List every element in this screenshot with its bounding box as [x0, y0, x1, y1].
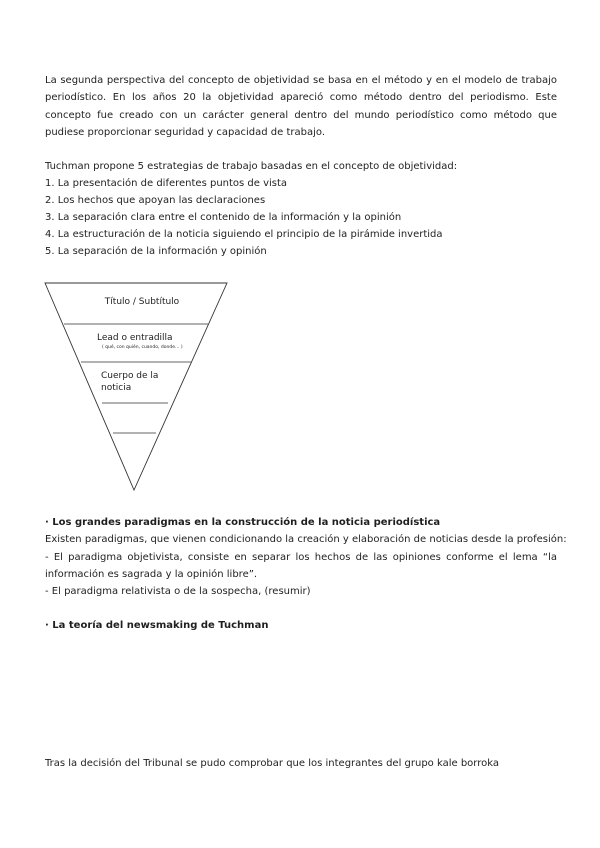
paragraph-objectivity-method: La segunda perspectiva del concepto de objetividad se basa en el método y en el modelo de trabajo periodístico. En los años 20 la objetividad apareció como método dentro del periodismo. Este concepto fue creado con un carácter general dentro del mundo periodístico como método que pudiese proporcionar seguridad y capacidad de trabajo. — [45, 75, 557, 138]
pyramid-level-title: Título / Subtítulo — [104, 297, 180, 307]
pyramid-outline — [45, 283, 227, 490]
paradigms-intro: Existen paradigmas, que vienen condicionando la creación y elaboración de noticias desde la profesión: — [45, 534, 567, 546]
paradigm-item: - El paradigma relativista o de la sospecha, (resumir) — [45, 586, 311, 598]
pyramid-level-body-line1: Cuerpo de la — [101, 371, 159, 381]
section-heading-paradigms: · Los grandes paradigmas en la construcción de la noticia periodística — [45, 517, 441, 528]
pyramid-level-lead-detail: ( qué, con quién, cuando, donde… ) — [102, 345, 183, 350]
strategies-list — [45, 175, 565, 260]
strategy-item: 2. Los hechos que apoyan las declaraciones — [45, 195, 266, 206]
strategies-intro: Tuchman propone 5 estrategias de trabajo basadas en el concepto de objetividad: — [45, 161, 458, 172]
closing-line: Tras la decisión del Tribunal se pudo comprobar que los integrantes del grupo kale borroka — [45, 758, 499, 769]
strategy-item: 4. La estructuración de la noticia siguiendo el principio de la pirámide invertida — [45, 229, 443, 240]
paradigm-item: - El paradigma objetivista, consiste en separar los hechos de las opiniones conforme el lema “la información es sagrada y la opinión libre”. — [45, 551, 557, 580]
strategy-item: 3. La separación clara entre el contenido de la información y la opinión — [45, 212, 402, 223]
pyramid-level-lead: Lead o entradilla — [97, 333, 173, 343]
strategy-item: 1. La presentación de diferentes puntos de vista — [45, 178, 288, 189]
section-heading-newsmaking: · La teoría del newsmaking de Tuchman — [45, 620, 269, 632]
paradigms-section — [45, 514, 567, 635]
strategy-item: 5. La separación de la información y opinión — [45, 246, 267, 257]
inverted-pyramid-diagram — [44, 280, 234, 495]
pyramid-level-body-line2: noticia — [101, 383, 132, 393]
